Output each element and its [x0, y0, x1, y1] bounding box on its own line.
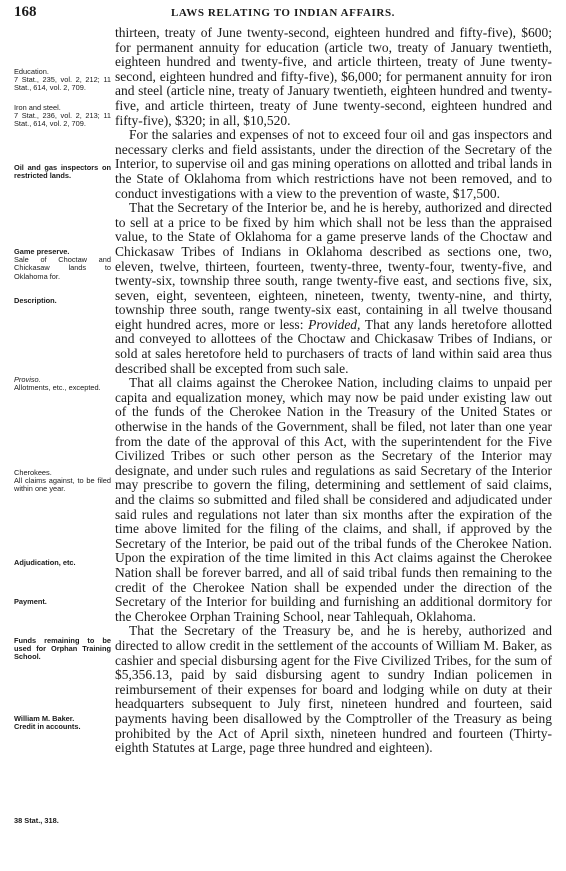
proviso-word: Provided,: [308, 316, 361, 332]
proviso-text: That any lands heretofore allotted and conveyed to allottees of the Choctaw and Chickasaw Tribes of Indians, or sold at sales heretofore held to purchasers of tracts of land within said area thus described shall be excepted from such sale.: [115, 316, 552, 376]
margin-note-statute-citation: [14, 817, 111, 825]
margin-note-sub: Sale of Choctaw and Chickasaw lands to Oklahoma for.: [14, 255, 111, 281]
paragraph-annuities: thirteen, treaty of June twenty-second, eighteen hundred and fifty-five), $600; for permanent annuity for education (article two, treaty of January twentieth, eighteen hundred and twenty-five, and article thirteen, treaty of June twenty-second, eighteen hundred and fifty-five), $6,000; for permanent annuity for iron and steel (article nine, treaty of January twentieth, eighteen hundred and twenty-five, and article thirteen, treaty of June twenty-second, eighteen hundred and fifty-five), $320; in all, $10,520.: [115, 25, 552, 128]
margin-note-heading: Education.: [14, 67, 49, 76]
margin-note-baker: [14, 715, 111, 731]
paragraph-cherokee-claims: That all claims against the Cherokee Nation, including claims to unpaid per capita and equalization money, which may now be paid under existing law out of the funds of the Cherokee Nation in the Treasury of the United States or otherwise in the hands of the Government, shall be filed, not later than one year from the date of the approval of this Act, with the superintendent for the Five Civilized Tribes or such other person as the Secretary of the Interior may designate, and under such rules and regulations as said Secretary of the Interior may prescribe to govern the filing, determining and settlement of said claims, and the claims so submitted and filed shall be considered and adjudicated under said rules and regulations not later than six months after the expiration of the time above limited for the filing of the claims, and shall, if approved by the Secretary of the Interior, be paid out of the tribal funds of the Cherokee Nation. Upon the expiration of the time limited in this Act claims against the Cherokee Nation shall be forever barred, and all of said tribal funds then remaining to the credit of the Cherokee Nation shall be expended under the direction of the Secretary of the Interior for building and furnishing an additional dormitory for the Cherokee Orphan Training School, near Tahlequah, Oklahoma.: [115, 375, 552, 624]
margin-note-heading: Description.: [14, 296, 57, 305]
page-header: [14, 4, 552, 24]
paragraph-game-preserve: [115, 201, 552, 376]
margin-note-heading: Iron and steel.: [14, 103, 61, 112]
margin-note-heading: William M. Baker.: [14, 714, 75, 723]
margin-note-funds: [14, 637, 111, 662]
paragraph-oil-gas-inspectors: For the salaries and expenses of not to exceed four oil and gas inspectors and necessary clerks and field assistants, under the direction of the Secretary of the Interior, to supervise oil and gas mining operations on allotted and tribal lands in the State of Oklahoma from which restrictions have not been removed, and to conduct investigations with a view to the prevention of waste, $17,500.: [115, 127, 552, 201]
margin-note-cherokees: [14, 469, 111, 494]
margin-note-heading: Game preserve.: [14, 247, 70, 256]
margin-note-sub: Allotments, etc., excepted.: [14, 383, 101, 393]
margin-note-oil-gas: [14, 164, 111, 180]
margin-note-heading: Funds remaining to be used for Orphan Training School.: [14, 636, 111, 662]
game-preserve-text: That the Secretary of the Interior be, and he is hereby, authorized and directed to sell at a price to be fixed by him which shall not be less than the appraised value, to the State of Oklahoma for a game preserve lands of the Choctaw and Chickasaw Tribes of Indians in Oklahoma described as sections one, two, eleven, twelve, thirteen, fourteen, twenty-three, twenty-four, twenty-five, and twenty-six, township three south, range twenty-five east, and sections five, six, seven, eight, seventeen, eighteen, nineteen, twenty, twenty-nine, and thirty, township three south, range twenty-six east, containing in all twelve thousand eight hundred acres, more or less:: [115, 200, 552, 332]
page-number: 168: [14, 4, 37, 20]
margin-note-citation: 7 Stat., 235, vol. 2, 212; 11 Stat., 614, vol. 2, 709.: [14, 75, 111, 93]
margin-note-payment: [14, 598, 111, 606]
margin-note-heading: Adjudication, etc.: [14, 558, 76, 567]
margin-note-heading: Cherokees.: [14, 468, 52, 477]
margin-note-iron-steel: [14, 104, 111, 129]
margin-note-game-preserve: [14, 248, 111, 281]
margin-note-citation: 7 Stat., 236, vol. 2, 213; 11 Stat., 614, vol. 2, 709.: [14, 111, 111, 129]
margin-note-sub: All claims against, to be filed within one year.: [14, 476, 111, 494]
running-head: LAWS RELATING TO INDIAN AFFAIRS.: [170, 7, 396, 19]
margin-note-education: [14, 68, 111, 93]
margin-note-heading: Payment.: [14, 597, 47, 606]
margin-note-heading: Oil and gas inspectors on restricted lands.: [14, 163, 111, 181]
margin-note-heading: 38 Stat., 318.: [14, 816, 59, 825]
margin-note-sub: Credit in accounts.: [14, 722, 81, 732]
margin-note-proviso: [14, 376, 111, 392]
paragraph-william-baker: That the Secretary of the Treasury be, and he is hereby, authorized and directed to allow credit in the settlement of the accounts of William M. Baker, as cashier and special disbursing agent for the Five Civilized Tribes, for the sum of $5,356.13, paid by said disbursing agent to sundry Indian policemen in reimbursement of their expenses for board and lodging while on duty at their headquarters subsequent to July first, nineteen hundred and fourteen, said payments having been disallowed by the Comptroller of the Treasury as being prohibited by the Act of April sixth, nineteen hundred and fourteen (Thirty-eighth Statutes at Large, page three hundred and eighteen).: [115, 623, 552, 756]
margin-note-description: [14, 297, 111, 305]
margin-note-heading: Proviso.: [14, 375, 41, 384]
body-text: [115, 26, 552, 756]
margin-note-adjudication: [14, 559, 111, 567]
